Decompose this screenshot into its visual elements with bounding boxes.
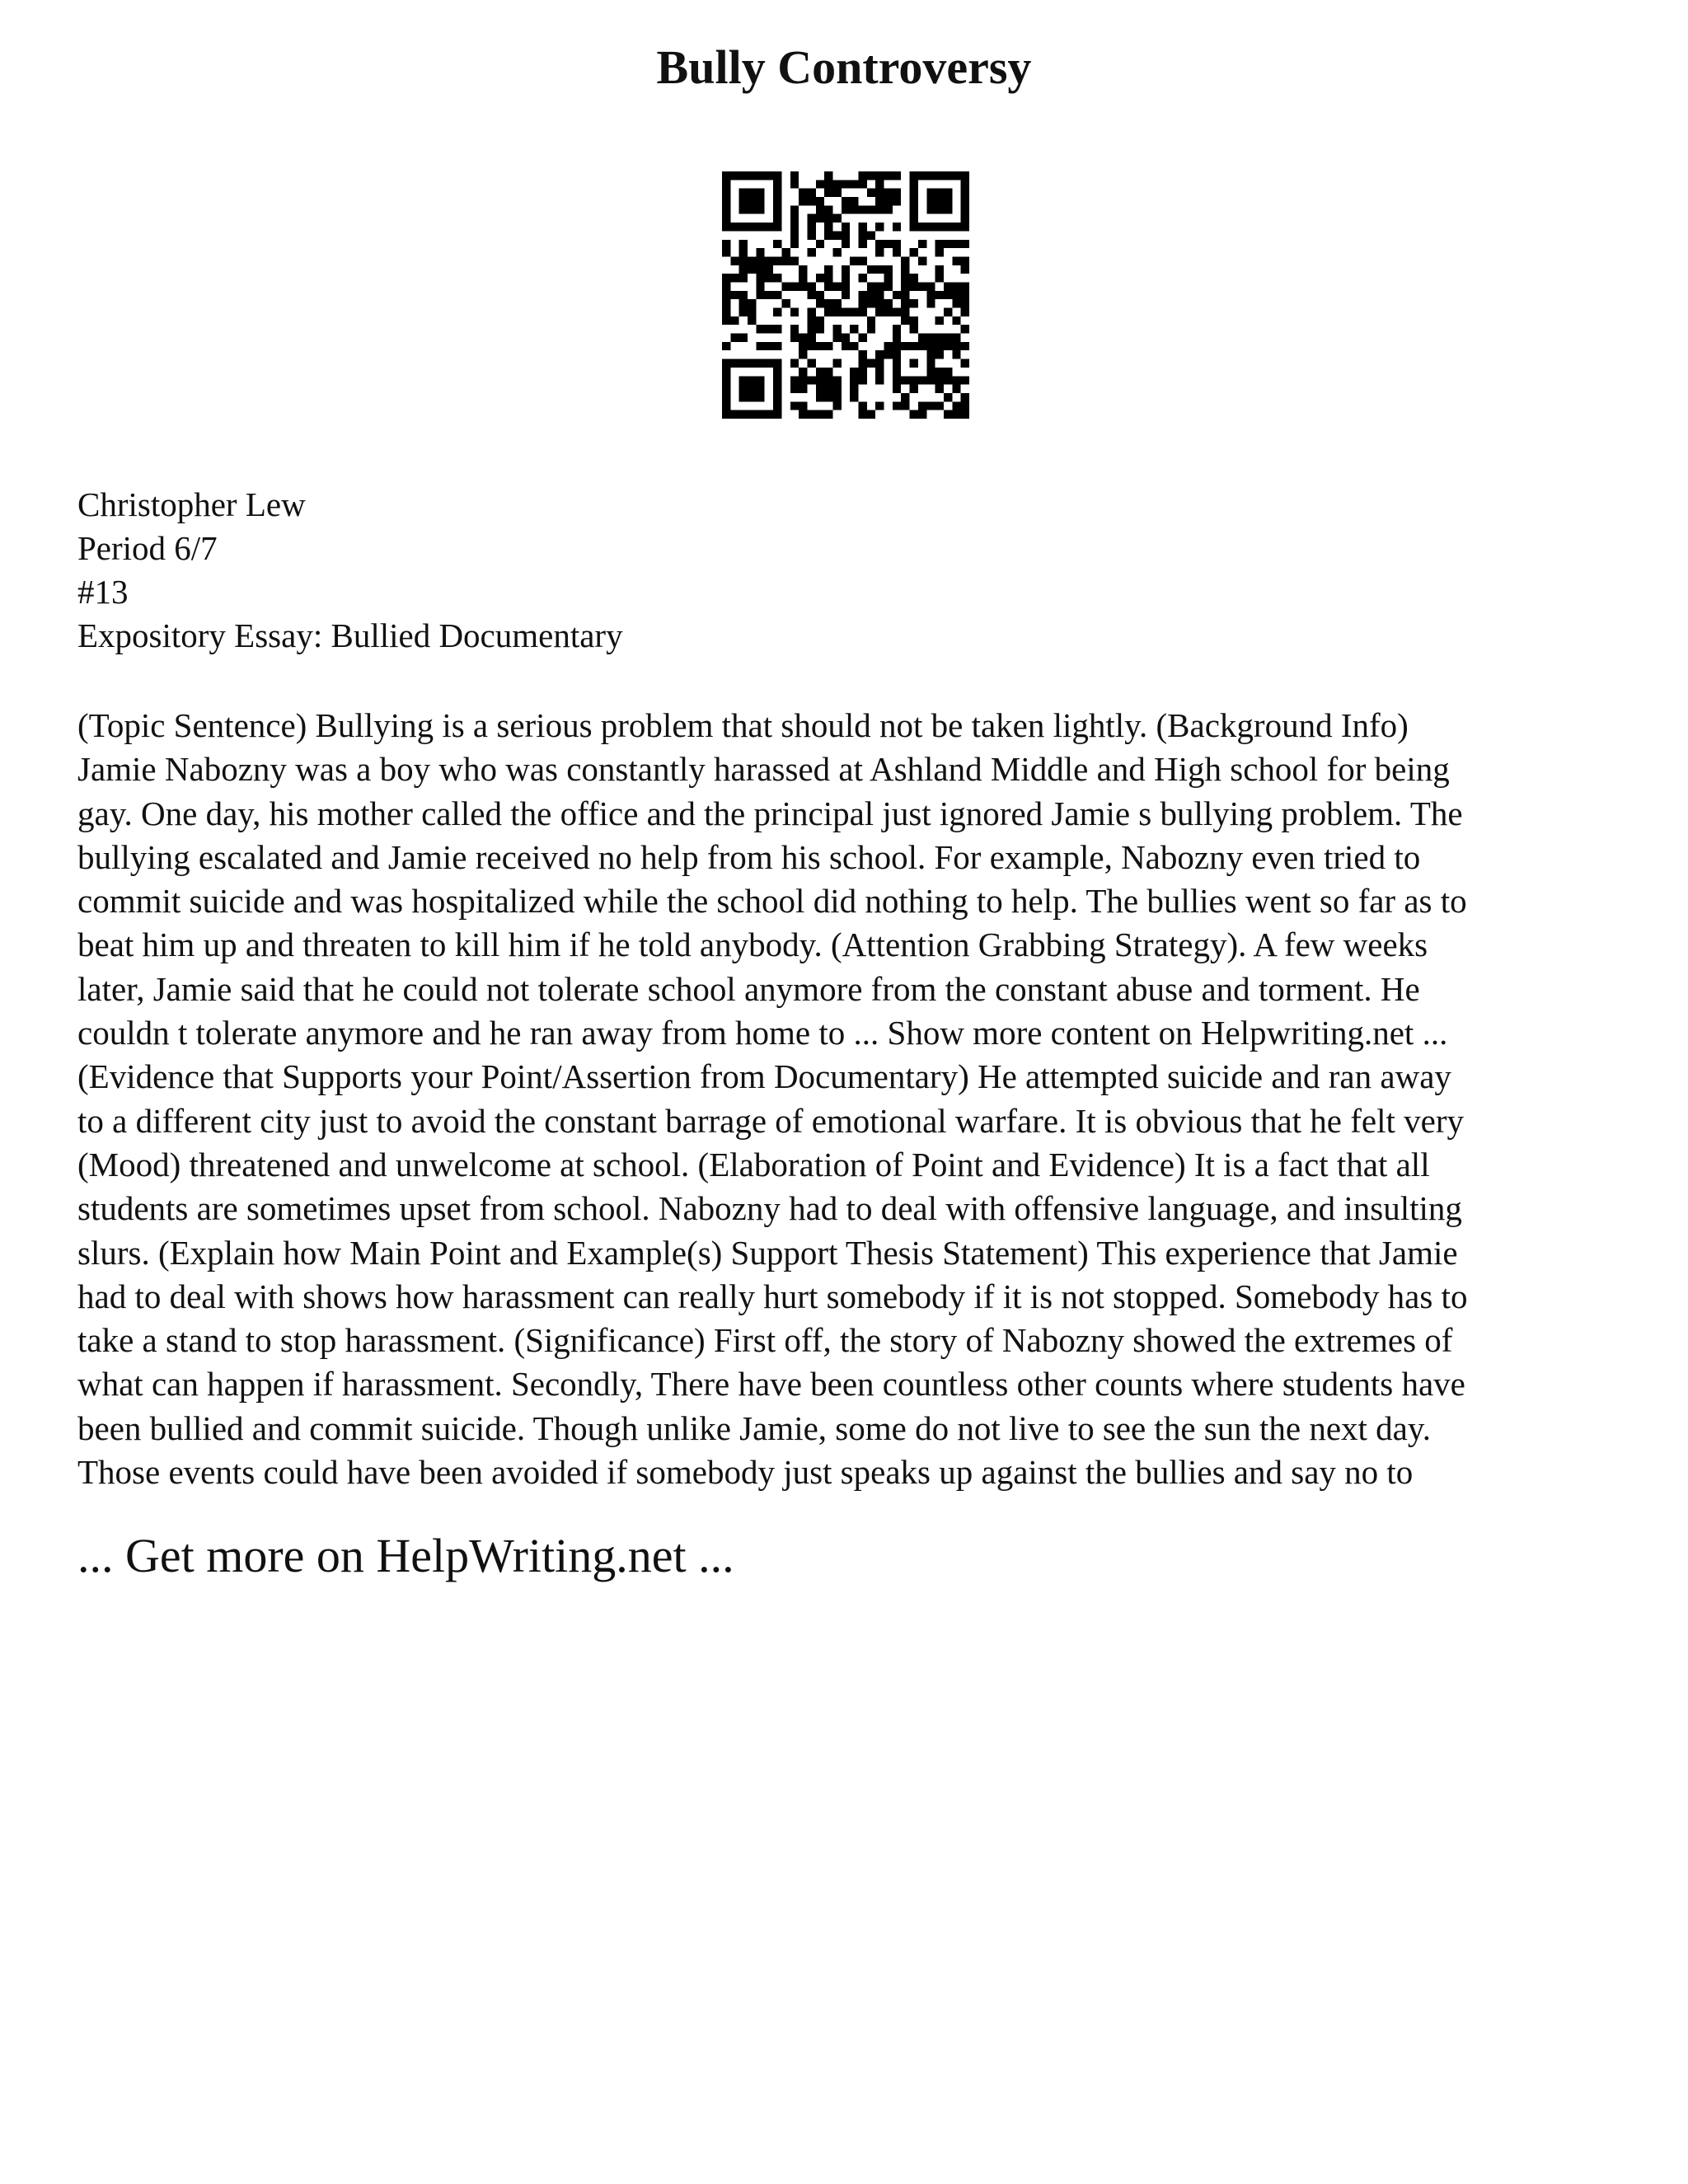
body-line: couldn t tolerate anymore and he ran away from home to ... Show more content on Helpwriting.net ...: [77, 1014, 1448, 1052]
body-line: later, Jamie said that he could not tolerate school anymore from the constant abuse and torment. He: [77, 969, 1420, 1008]
body-line: Jamie Nabozny was a boy who was constantly harassed at Ashland Middle and High school for being: [77, 750, 1450, 789]
document-header: [77, 483, 623, 658]
get-more-link[interactable]: ... Get more on HelpWriting.net ...: [77, 1529, 734, 1582]
body-line: (Mood) threatened and unwelcome at school. (Elaboration of Point and Evidence) It is a fact that all: [77, 1145, 1430, 1183]
author-name: Christopher Lew: [77, 485, 306, 523]
body-line: commit suicide and was hospitalized while the school did nothing to help. The bullies went so far as to: [77, 882, 1467, 921]
body-line: been bullied and commit suicide. Though unlike Jamie, some do not live to see the sun the next day.: [77, 1408, 1431, 1447]
body-line: take a stand to stop harassment. (Significance) First off, the story of Nabozny showed the extremes of: [77, 1321, 1453, 1360]
body-line: (Evidence that Supports your Point/Assertion from Documentary) He attempted suicide and ran away: [77, 1057, 1451, 1096]
body-line: (Topic Sentence) Bullying is a serious problem that should not be taken lightly. (Background Info): [77, 706, 1409, 744]
body-line: bullying escalated and Jamie received no help from his school. For example, Nabozny even tried to: [77, 837, 1421, 876]
class-period: Period 6/7: [77, 529, 218, 567]
body-line: slurs. (Explain how Main Point and Example(s) Support Thesis Statement) This experience that Jamie: [77, 1233, 1458, 1272]
body-line: Those events could have been avoided if somebody just speaks up against the bullies and say no to: [77, 1453, 1414, 1492]
body-line: beat him up and threaten to kill him if he told anybody. (Attention Grabbing Strategy). A few weeks: [77, 926, 1428, 964]
qr-code-icon: [722, 171, 969, 419]
assignment-title: Expository Essay: Bullied Documentary: [77, 616, 623, 654]
student-number: #13: [77, 573, 129, 611]
essay-body: [77, 704, 1627, 1494]
body-line: what can happen if harassment. Secondly, There have been countless other counts where students have: [77, 1365, 1465, 1404]
body-line: to a different city just to avoid the constant barrage of emotional warfare. It is obvious that he felt very: [77, 1101, 1464, 1140]
body-line: had to deal with shows how harassment can really hurt somebody if it is not stopped. Somebody has to: [77, 1277, 1468, 1315]
body-line: students are sometimes upset from school. Nabozny had to deal with offensive language, and insulting: [77, 1189, 1462, 1228]
body-line: gay. One day, his mother called the office and the principal just ignored Jamie s bullying problem. The: [77, 794, 1463, 832]
document-title: Bully Controversy: [656, 40, 1032, 94]
